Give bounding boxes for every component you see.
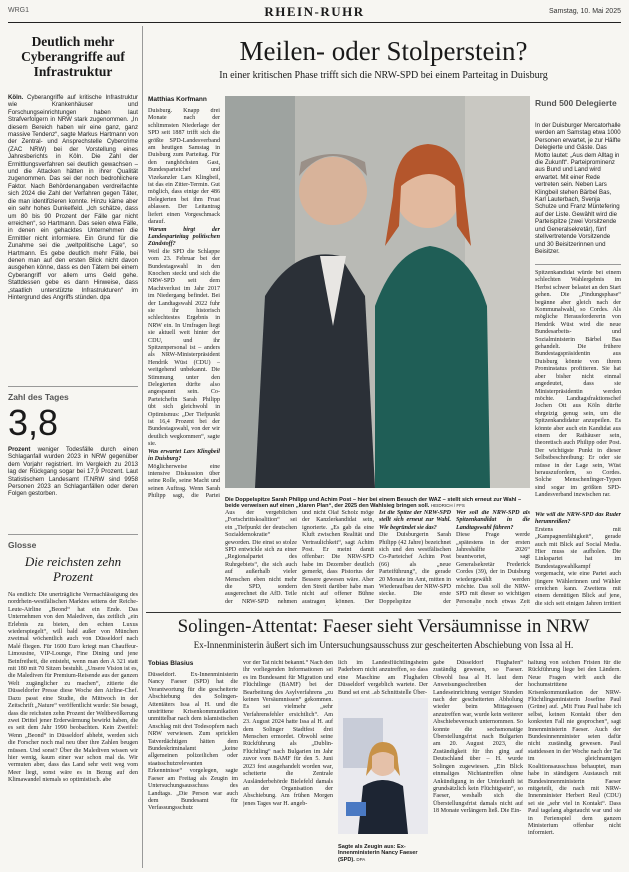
second-subtitle: Ex-Innenministerin äußert sich im Untersuchungsausschuss zur gescheiterten Abschiebung von Issa al H. [193, 640, 574, 650]
second-col2: vor der Tat nicht bekannt.“ Nach den ihr vorliegenden Informationen sei es im Bundesamt für Migration und Flüchtlinge (BAMF) bei der Bearbeitung des Asylverfahrens „zu keinen Versäumnissen“ gekommen. Es sei vielmehr „sehr Verfahrensfehler ersichtlich“. Am 23. August 2024 hatte Issa al H. auf dem Solinger Stadtfest drei Menschen ermordet. Obwohl seine Rückführung als „Dublin-Flüchtling“ nach Bulgarien im Jahr zuvor vom BAMF für den 5. Juni 2023 fest ausgehandelt worden war, scheiterte die Zentrale Ausländerbehörde Bielefeld damals an der Organisation der Abschiebung. Am frühen Morgen jenes Tages war H. angeb- [243, 660, 333, 807]
faeser-photo-credit: DPA [356, 857, 366, 863]
main-col2: Aus der vergeblichen „Fortschrittskoalition“ sei ein „Tiefpunkt der deutschen Sozialdemokratie“ geworden. Die einst so stolze SPD entwickle sich zu einer „Regionalpartei des Ruhrgebiets“, die sich auch auf außerhalb vieler Menschen eben nicht mehr die SPD, sondern ausgerechnet die AfD. Teile der NRW-SPD nehmen [225, 510, 297, 605]
delegates-text: In der Duisburger Mercatorhalle werden am Samstag etwa 1000 Personen erwartet, je zur Hälfte Delegierte und Gäste. Das Motto lautet: „Aus dem Alltag in die Zukunft“. Parteiprominenz aus Bund und Land wird erwartet. Mit einer Rede vertreten sein. Neben Lars Klingbeil stehen Bärbel Bas, Karl Lauterbach, Svenja Schulze und Franz Müntefering auf der Liste. Gewählt wird die Parteispitze (zwei Vorsitzende und Generalsekretär), fünf stellvertretende Vorsitzende und 30 Beisitzerinnen und Beisitzer. [535, 122, 621, 255]
main-col6-top: Spitzenkandidat würde bei einem schlechten Wahlergebnis im Herbst schwer belastet an den Start gehen. Die „Findungsphase“ begänne aber gleich nach der Kommunalwahl, so Cordes. Als mögliche Herausfordererin von Hendrik Wüst wird die neue Bundesarbeits- und Sozialministerin Bärbel Bas gehandelt. Die frühere Bundestagspräsidentin aus Duisburg könnte von ihrem Prominstatus profitieren. Sie hat aber bisher nicht einmal angedeutet, dass sie Ministerpräsidentin werden möchte. Landtagsfraktionschef Jochen Ott aus Köln dürfte ehrgeizig genug sein, um die Spitzenkandidatur anzupeilen. Es könnte aber auch ein Kandidat aus einem der Rathäuser sein, theoretisch auch Philipp oder Post. Der wichtigste Punkt in dieser Selbstbeschreibung: Er oder sie müsse in der Lage sein, Wüst herauszufordern, so Cordes. Solche Menschenfinger-Typen sind sogar im größten SPD-Landesverband inzwischen rar. [535, 270, 621, 499]
number-value: 3,8 [8, 402, 59, 443]
photo-illustration [225, 96, 530, 488]
main-col1-lead: Duisburg. Knapp drei Monate nach der schlimmsten Niederlage der SPD seit 1887 trifft sich die größte SPD-Landesverband am heutigen Samstag in Duisburg zum Parteitag. Für den ranghöchsten Gast, Bundesparteichef und Vizekanzler Lars Klingbeil, ist das ein Zitter-Termin. Gut möglich, dass einige der 486 Delegierten bei ihm Frust ablassen. Der Leitantrag liefert einen Vorgeschmack darauf. [148, 108, 220, 226]
glosse-kicker: Glosse [8, 540, 37, 550]
issue-date: Samstag, 10. Mai 2025 [549, 8, 621, 15]
faeser-illustration [338, 698, 428, 834]
cyber-headline: Deutlich mehr Cyberangriffe auf Infrastruktur [21, 34, 125, 79]
main-a1: Weil die SPD die Schlappe vom 23. Februar bei der Bundestagswahl in den Knochen steckt und sich die NRW-SPD seit dem Machtverlust im Jahr 2017 im Niedergang befindet. Bei der Landtagswahl 2022 fuhr sie ihr historisch schlechtestes Ergebnis in NRW ein. In Umfragen liegt sie aktuell weit hinter der CDU, und ihr Spitzenpersonal ist – anders als NRW-Ministerpräsident Hendrik Wüst (CDU) – weitgehend unbekannt. Die Stimmung unter den Delegierten dürfte also angespannt sein. Co-Parteichefin Sarah Philipp übt sich gleichwohl in Optimismus: „Der Tiefpunkt ist 16,4 Prozent bei der Bundestagswahl, von der wir deutlich wegkommen“, sagte sie. [148, 248, 220, 448]
number-heading: Zahl des Tages [8, 392, 69, 402]
main-q1: Warum birgt der Landesparteitag politischen Zündstoff? [148, 226, 220, 248]
photo-caption [225, 497, 530, 511]
cyber-body: Cyberangriffe auf kritische Infrastruktur wie Krankenhäuser und Forschungseinrichtungen haben laut Strafverfolgern in NRW stark zugenommen. „In diesem Bereich haben wir eine ganz, ganz massive Tendenz“, sagte Markus Hartmann von der Zentral- und Ansprechstelle Cybercrime (ZAC NRW) bei der Vorstellung eines Jahresberichts in Köln. Die Zahl der Ermittlungsverfahren sei deutlich gewachsen – und die Attacken hätten in ihrer Qualität zugenommen. Das sei der noch bedrohlichere Faktor. Nach Behördenangaben verdreifachte sich 2024 die Zahl der Verfahren gegen Täter, die man identifizieren konnte. Hinzu käme aber ein sehr hohes Dunkelfeld. „Ich schätze, dass um 80 bis 90 Prozent der Fälle gar nicht erreichen“, so Hartmann. Das seien etwa Fälle, in denen ein gehacktes Unternehmen die Ermittler nicht informiere. Ein Grund für die Zunahme sei die „weltpolitische Lage“, so Hartmann. Es gebe deutlich mehr Fälle, bei denen man auf den ersten Blick nicht davon ausgehen könne, dass es den Tätern bei einem Cyberangriff vor allem ums Geld gehe. Stattdessen gebe es dann Hinweise, dass „staatlich unterstützte Infrastrukturen“ im Hintergrund des Angriffs stünden. dpa [8, 94, 138, 301]
number-lead: Prozent [8, 446, 31, 453]
main-q5: Wie will die NRW-SPD das Ruder herumreißen? [535, 512, 621, 526]
cyber-text [8, 94, 138, 388]
glosse-headline: Die reichsten zehn Prozent [24, 554, 122, 584]
number-text [8, 446, 138, 528]
main-a5: Erstens mit „Kampagnenfähigkeit“, gerade auch mit Blick auf Social Media. Hier muss sie aufholen. Die Linkspartei hat im Bundestagswahlkampf vorgemacht, wie eine Partei auch jüngere Wählerinnen und Wähler erreichen kann. Zweitens mit einem demütigen Blick auf jene, die sich seit einigen Jahren irritiert [535, 526, 621, 606]
faeser-caption-text: Sagte als Zeugin aus: Ex-Innenministerin Nancy Faeser (SPD). [338, 843, 418, 864]
main-subtitle: In einer kritischen Phase trifft sich die NRW-SPD bei einem Parteitag in Duisburg [219, 70, 548, 81]
page-header [8, 4, 621, 23]
photo-credit: HEIDRICH / FFS [430, 503, 465, 509]
main-headline: Meilen- oder Stolperstein? [239, 36, 528, 66]
main-col6-bottom [535, 512, 621, 606]
faeser-photo [338, 698, 428, 834]
main-col3: und nicht Olaf Scholz möge der Kanzlerkandidat sein, ignorierte. „Es gab da eine Kluft zwischen Realität und Vertraulichkeit“, sagt Achim Post. Er meint damit offenbar: Die NRW-SPD habe im Dezember deutlich gemerkt, dass Pistorius der Bessere gewesen wäre. Aber den Streit darüber habe man nicht auf offener Bühne austragen können. Der [302, 510, 374, 605]
main-a4: Diese Frage werde „spätestens in der ersten Jahreshälfte 2026“ beantwortet, sagt Generalsekretär Frederick Cordes (39), der in Duisburg wiedergewählt werden möchte. Das soll die NRW-SPD mit dieser so wichtigen Personalie noch etwas Zeit [456, 532, 530, 605]
second-col4: gabe Düsseldorf Flughafen“ zuständig gewesen, so Faeser. Obwohl Issa al H. laut dem Anweisungsschreiben der Landeseinrichtung weniger Stunden nach der gescheiterten Abholung wieder beim Mittagessen anzutreffen war, wurde kein weiterer Abschiebeversuch unternommen. So konnte die sechsmonatige Überstellungsfrist nach Bulgarien am 20. August 2023, die Zuständigkeit für ihn ging auf Deutschland über – H. wurde Solingen zugewiesen. „Ein Blick einmaliges Nichtantreffen ohne Ankündigung in der Unterkunft ist grundsätzlich kein Flüchtigsein“, so Faeser, weshalb sich die Überstellungsfrist damals nicht auf 18 Monate verlängern ließ. Die Ein- [433, 660, 523, 815]
second-author: Tobias Blasius [148, 660, 194, 667]
delegates-heading: Rund 500 Delegierte [535, 98, 617, 108]
faeser-caption [338, 844, 428, 864]
second-col1: Düsseldorf. Ex-Innenministerin Nancy Faeser (SPD) hat die Verantwortung für die gescheiterte Abschiebung des Solingen-Attentäters Issa al H. und die unstrittene Krisenkommunikation unmittelbar nach dem islamistischen Anschlag mit drei Todesopfern nach NRW verwiesen. Zum spricklen Tatverdächtigen hätten dem Bundeskriminalamt „keine allgemeinen polizeilichen oder staatsschutzrelevanten Erkenntnisse“ vorgelegen, sagte Faeser am Freitag als Zeugin im Untersuchungsausschuss des Landtags. „Die Person war auch dem Bundesamt für Verfassungsschutz [148, 672, 238, 812]
main-author: Matthias Korfmann [148, 96, 207, 103]
main-q3: Ist die Spitze der NRW-SPD stellt sich erneut zur Wahl. Wie begründet sie das? [379, 510, 451, 531]
page-code: WRG1 [8, 7, 29, 14]
cyber-dateline: Köln. [8, 94, 24, 101]
main-col5 [456, 510, 530, 606]
main-col4 [379, 510, 451, 606]
second-col3: lich im Landesflüchtlingsheim Paderborn nicht anzutreffen, so dass eine Maschine am Flughafen Düsseldorf vergeblich wartete. Der Bund sei erst „ab Schnittstelle Über- [338, 660, 428, 694]
glosse-text: Na endlich: Die unerträgliche Verrnachlässigung des nordrhein-westfälischen Marktes seitens der Reiche-Leute-Airline „Beond“ hat ein Ende. Das Unternehmen von den Malediven, das zeitlich „ein Erlebnis zu bieten, den echten Luxus wiederspiegelt“, will bald außer von München zweimal wöchentlich auch von Düsseldorf nach Malé fliegen. Für 1600 Euro kriegt man Chauffeur-Limousine, VIP-Lounge, Fine Dining und jene Beinfreiheit, die entsteht, wenn man den A 321 statt mit 180 mit 70 Sitzen bestuhlt. „Unsere Vision ist es, die Malediven für Premium-Reisende aus der ganzen Welt zugänglicher zu machen“, zitierte die Düsseldorfer Presse diese Woche den Airline-Chef. Dazu passt eine Studie, die Mittwoch in der Zeitschrift „Nature“ veröffentlicht wurde: Sie besagt, dass die reichsten zehn Prozent der Weltbevölkerung zwei Drittel jener Erderwärmung bewirkt haben, die es seit dem Jahr 1990 beobachten. Kein Zweifel: Wenn „Beond“ in Düsseldorf abhebt, werden sich die Forscher noch mal neu über ihre Zahlen beugen müssen. Und sonst? Über die Malediven wissen wir hier wenig, kaum einer war schon mal da. Wir vermuten aber, dass das Land sehr weit weg vom Meer liegt, sonst wäre es in Bezug auf den Klimawandel niemals so optimistisch. abe [8, 592, 138, 784]
spd-duo-photo [225, 96, 530, 488]
main-col1 [148, 108, 220, 500]
section-title: RHEIN-RUHR [264, 4, 365, 19]
number-body: weniger Todesfälle durch einen Schlaganfall wurden 2023 in NRW gegenüber dem Vorjahr registriert. Im Vergleich zu 2013 lag der Rückgang sogar bei 17,9 Prozent. Laut Statistischem Landesamt IT.NRW sind 9958 Personen 2023 an Schlaganfällen oder deren Folgen gestorben. [8, 446, 138, 498]
main-q4: Wer soll die NRW-SPD als Spitzenkandidat in die Landtagswahl führen? [456, 510, 530, 531]
main-q2: Was erwartet Lars Klingbeil in Duisburg? [148, 448, 220, 463]
photo-caption-text: Die Doppelspitze Sarah Philipp und Achim Post – hier bei einem Besuch der WAZ – stellt sich erneut zur Wahl – beide verweisen auf einen „klaren Plan“, der 2025 den Wahlsieg bringen soll. [225, 496, 522, 510]
left-column [8, 26, 138, 868]
main-a2: Möglicherweise eine intensive Diskussion über seine Rolle, seine Macht und seinen Auftrag. Wenn Sarah Philipp sagt, die Partei [148, 463, 220, 500]
second-col5: haltung von solchen Fristen für die Rückführung liege bei den Ländern. Neue Fragen wirft auch die hochumstrittene Krisenkommunikation der NRW-Flüchtlingsministerin Josefine Paul (Grüne) auf. „Mit Frau Paul habe ich selbst, keinen Kontakt über den konkreten Fall nie gesprochen“, sagt Innenministerin Faeser. Auch der Bundesinnenminister seien dafür nicht zuständig gewesen. Paul stattdessen in der Woche nach der Tat im gleichnamigen Koalitionsausschuss behauptet, man habe in ständigem Austausch mit Bundesinnenministerin Faeser mitgeteilt, die nach mit NRW-Innenminister Herbert Reul (CDU) sei sie „sehr viel in Kontakt“. Dass Paul tagelang abgetaucht war und sie in Ferienspiel dem ganzen Ministerium offenbar nicht informiert. [528, 660, 621, 837]
second-headline: Solingen-Attentat: Faeser sieht Versäumnisse in NRW [177, 616, 590, 637]
main-a3: Die Duisburgerin Sarah Philipp (42 Jahre) bezeichnet sich und den westfälischen Co-Parteichef Achim Post (66) als „neue Parteiführung“, die gerade 20 Monate im Amt, mitten in Wiederaufbau der NRW-SPD stecke. Die erste Doppelspitze der [379, 532, 451, 605]
